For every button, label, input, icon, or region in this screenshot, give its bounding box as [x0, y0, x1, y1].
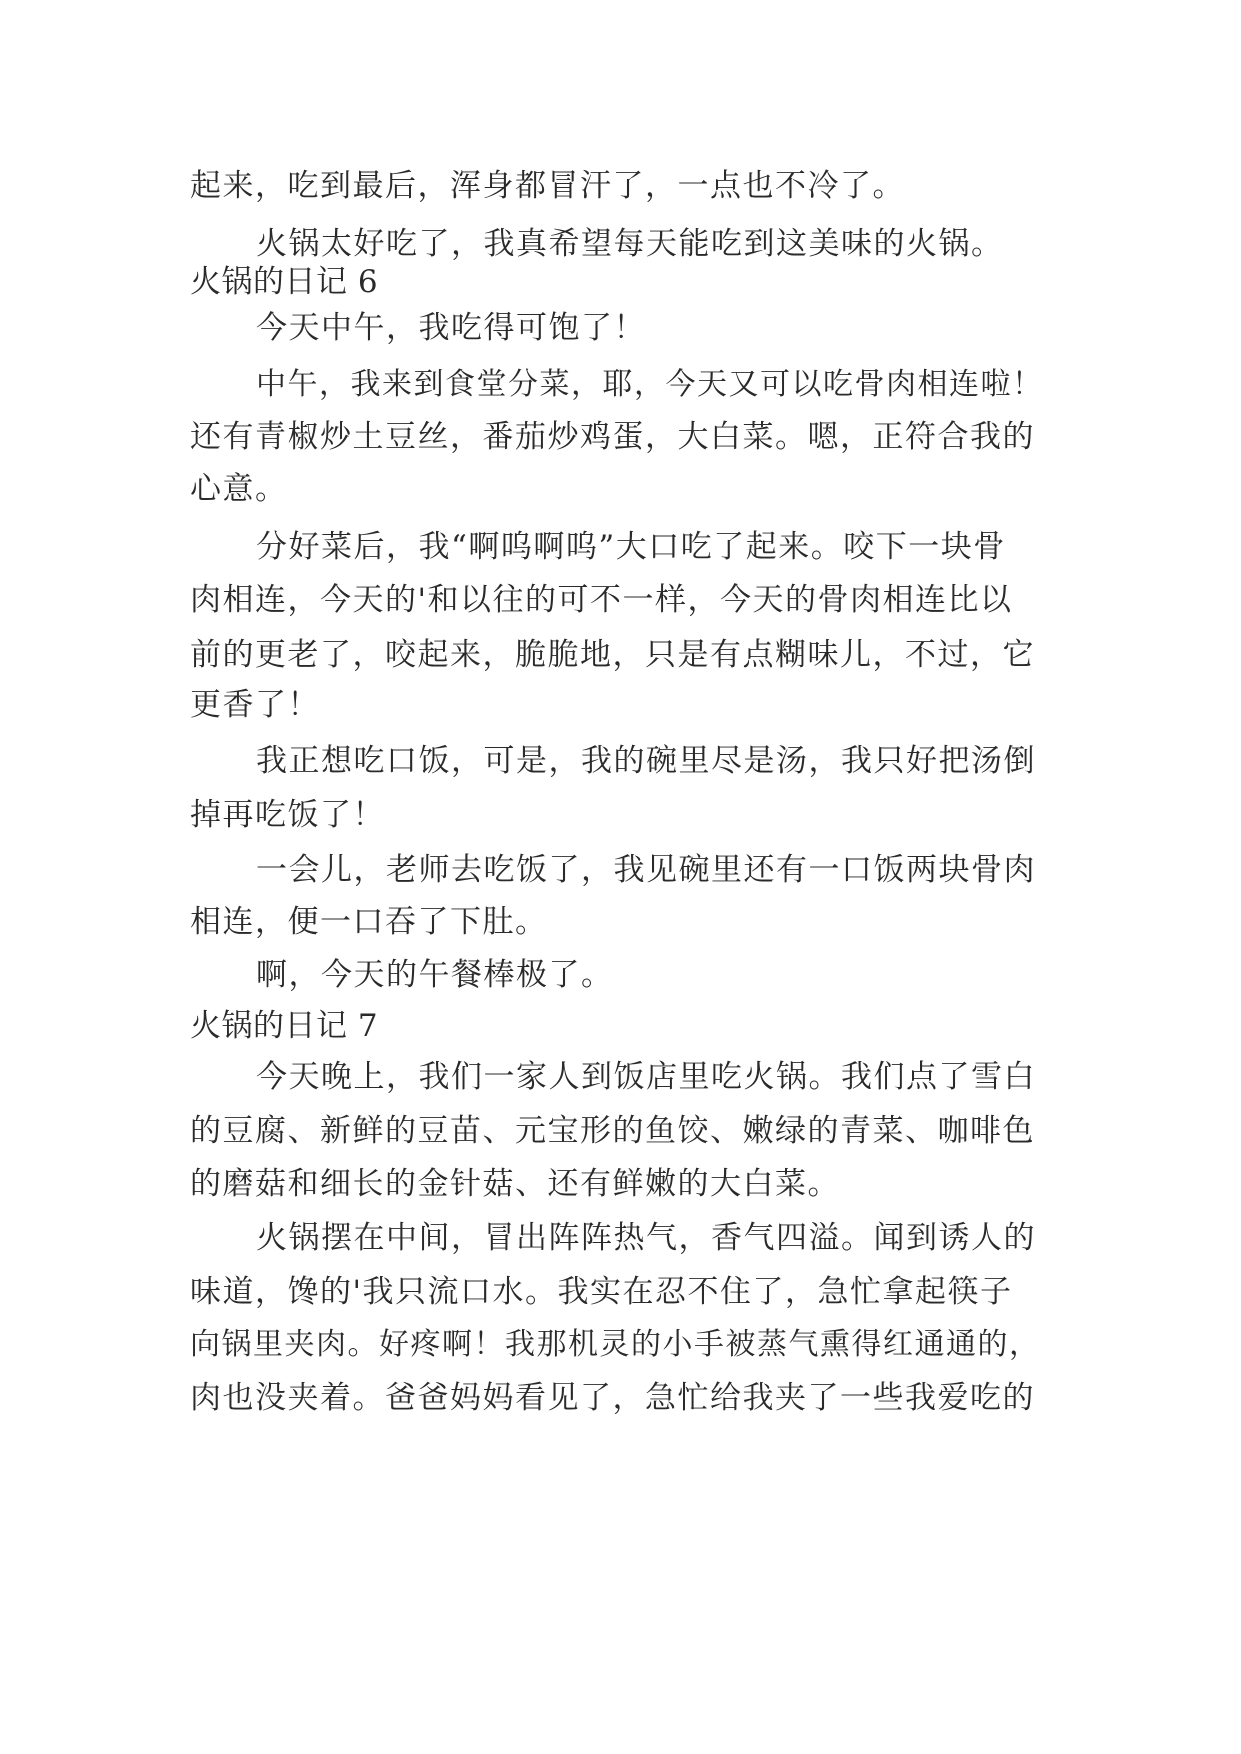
paragraph-start: 啊，今天的午餐棒极了。 — [256, 957, 614, 993]
text-line: 更香了！ — [190, 687, 320, 723]
text-line: 掉再吃饭了！ — [190, 797, 385, 833]
paragraph-start: 今天晚上，我们一家人到饭店里吃火锅。我们点了雪白 — [256, 1059, 1036, 1095]
paragraph-start: 我正想吃口饭，可是，我的碗里尽是汤，我只好把汤倒 — [256, 743, 1036, 779]
text-line: 向锅里夹肉。好疼啊！我那机灵的小手被蒸气熏得红通通的， — [190, 1327, 1041, 1362]
paragraph-start: 一会儿，老师去吃饭了，我见碗里还有一口饭两块骨肉 — [256, 852, 1036, 888]
text-line: 的磨菇和细长的金针菇、还有鲜嫩的大白菜。 — [190, 1166, 840, 1202]
text-line: 心意。 — [190, 471, 288, 507]
text-line: 肉相连，今天的'和以往的可不一样，今天的骨肉相连比以 — [190, 582, 1013, 618]
text-line: 的豆腐、新鲜的豆苗、元宝形的鱼饺、嫩绿的青菜、咖啡色 — [190, 1113, 1035, 1149]
text-line: 味道，馋的'我只流口水。我实在忍不住了，急忙拿起筷子 — [190, 1274, 1013, 1310]
text-line: 还有青椒炒土豆丝，番茄炒鸡蛋，大白菜。嗯，正符合我的 — [190, 419, 1035, 455]
section-heading: 火锅的日记 6 — [190, 264, 379, 300]
paragraph-start: 火锅太好吃了，我真希望每天能吃到这美味的火锅。 — [256, 226, 1004, 262]
paragraph-start: 分好菜后，我“啊呜啊呜”大口吃了起来。咬下一块骨 — [256, 529, 1006, 565]
paragraph-start: 火锅摆在中间，冒出阵阵热气，香气四溢。闻到诱人的 — [256, 1220, 1036, 1256]
section-heading: 火锅的日记 7 — [190, 1008, 379, 1044]
text-line: 前的更老了，咬起来，脆脆地，只是有点糊味儿，不过，它 — [190, 637, 1035, 673]
text-line: 相连，便一口吞了下肚。 — [190, 904, 548, 940]
paragraph-start: 中午，我来到食堂分菜，耶，今天又可以吃骨肉相连啦！ — [256, 367, 1044, 402]
paragraph-start: 今天中午，我吃得可饱了！ — [256, 310, 646, 346]
text-line: 起来，吃到最后，浑身都冒汗了，一点也不冷了。 — [190, 168, 905, 204]
text-line: 肉也没夹着。爸爸妈妈看见了，急忙给我夹了一些我爱吃的 — [190, 1380, 1035, 1416]
